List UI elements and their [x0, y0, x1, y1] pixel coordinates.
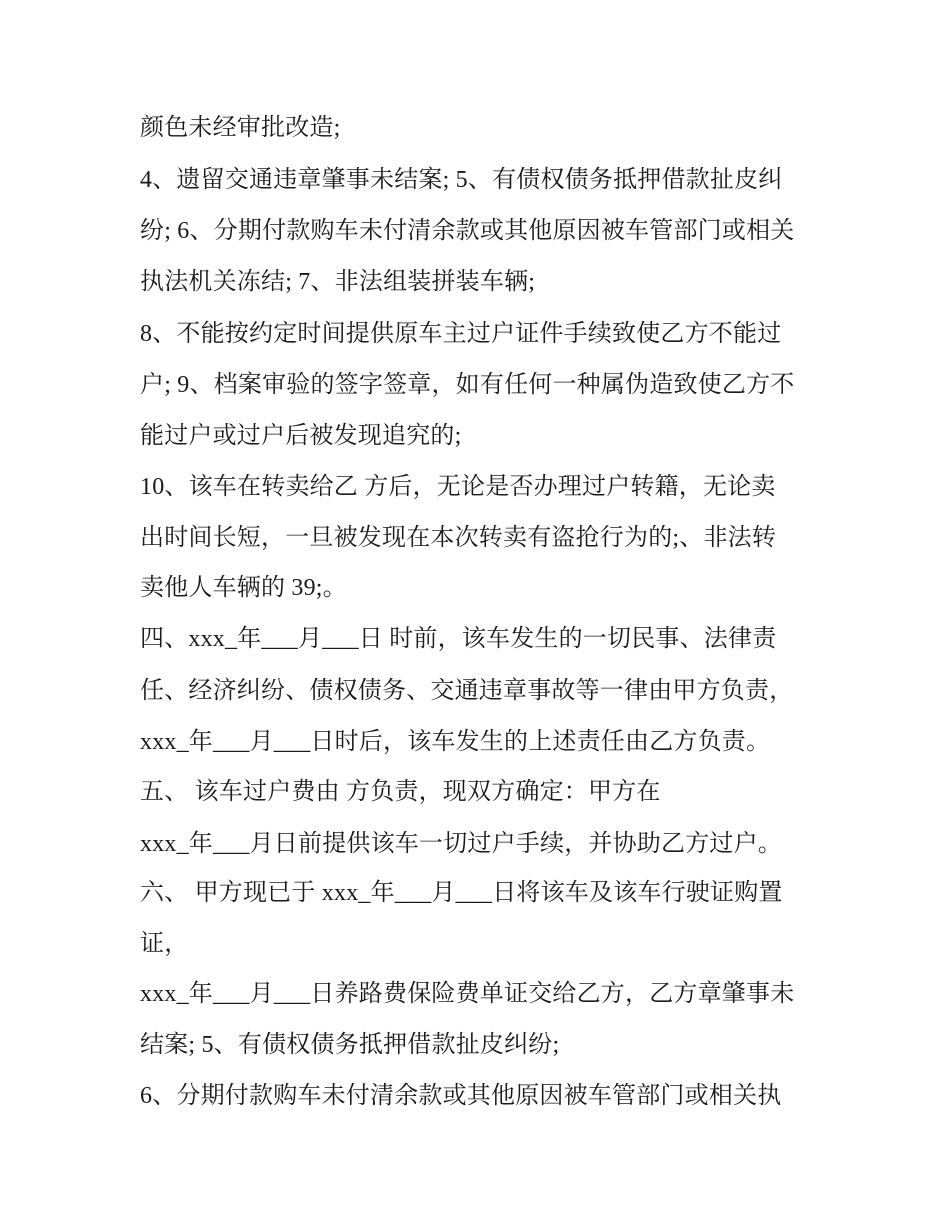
- text-line: xxx_年___月___日时后，该车发生的上述责任由乙方负责。: [140, 729, 771, 755]
- text-line: 4、遗留交通违章肇事未结案; 5、有债权债务抵押借款扯皮纠: [140, 167, 783, 193]
- text-line: xxx_年___月日前提供该车一切过户手续，并协助乙方过户。: [140, 831, 782, 857]
- text-line: 颜色未经审批改造;: [140, 115, 341, 141]
- text-line: 纷; 6、分期付款购车未付清余款或其他原因被车管部门或相关: [140, 218, 795, 244]
- text-line: 出时间长短，一旦被发现在本次转卖有盗抢行为的;、非法转: [140, 525, 777, 551]
- text-line: 结案; 5、有债权债务抵押借款扯皮纠纷;: [140, 1032, 560, 1058]
- text-line: xxx_年___月___日养路费保险费单证交给乙方，乙方章肇事未: [140, 981, 795, 1007]
- text-line: 6、分期付款购车未付清余款或其他原因被车管部门或相关执: [140, 1083, 782, 1109]
- text-line: 证，: [140, 931, 189, 957]
- text-line: 户; 9、档案审验的签字签章，如有任何一种属伪造致使乙方不: [140, 372, 795, 398]
- text-line: 执法机关冻结; 7、非法组装拼装车辆;: [140, 269, 536, 295]
- text-line: 四、xxx_年___月___日 时前，该车发生的一切民事、法律责: [140, 626, 777, 652]
- text-line: 卖他人车辆的 39;。: [140, 575, 347, 601]
- text-line: 任、经济纠纷、债权债务、交通违章事故等一律由甲方负责，: [140, 678, 794, 704]
- text-line: 8、不能按约定时间提供原车主过户证件手续致使乙方不能过: [140, 321, 782, 347]
- text-line: 六、 甲方现已于 xxx_年___月___日将该车及该车行驶证购置: [140, 880, 783, 906]
- text-line: 五、 该车过户费由 方负责，现双方确定：甲方在: [140, 779, 661, 805]
- text-line: 能过户或过户后被发现追究的;: [140, 423, 462, 449]
- text-line: 10、该车在转卖给乙 方后，无论是否办理过户转籍，无论卖: [140, 474, 776, 500]
